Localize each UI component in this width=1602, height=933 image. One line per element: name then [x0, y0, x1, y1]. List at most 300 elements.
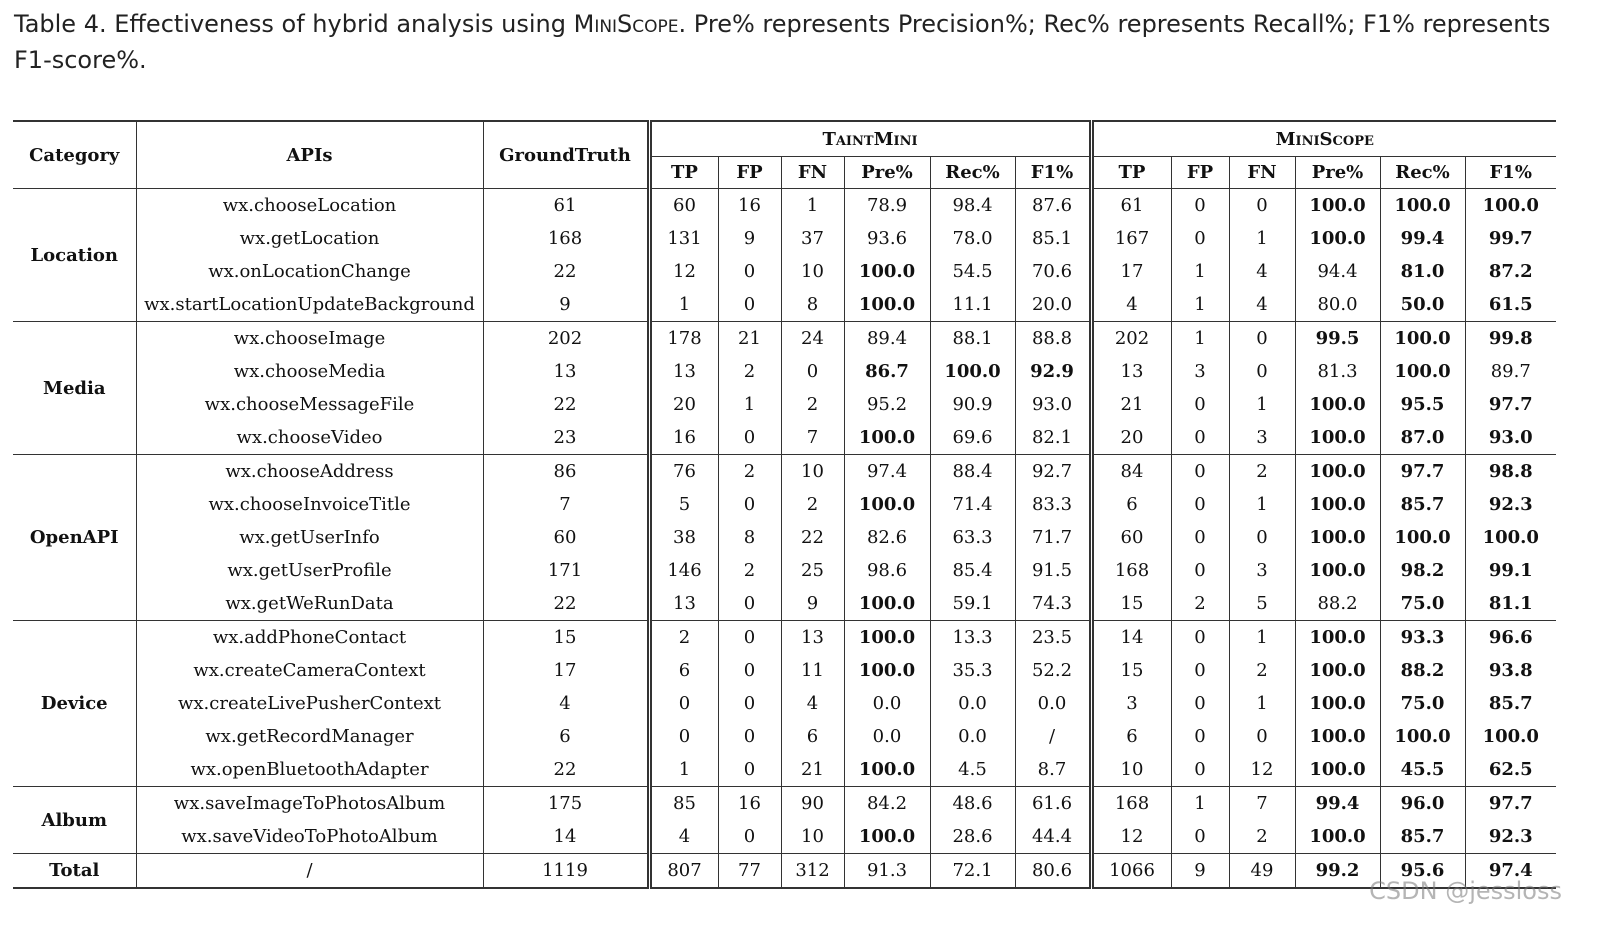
taintmini-value-cell: 2: [718, 355, 781, 388]
miniscope-value-cell: 100.0: [1465, 189, 1556, 223]
api-cell: wx.createLivePusherContext: [136, 687, 483, 720]
taintmini-value-cell: 0: [781, 355, 844, 388]
api-cell: wx.getUserInfo: [136, 521, 483, 554]
taintmini-value-cell: 4: [781, 687, 844, 720]
groundtruth-cell: 202: [483, 322, 649, 356]
miniscope-value-cell: 97.7: [1465, 787, 1556, 821]
api-cell: wx.getLocation: [136, 222, 483, 255]
api-cell: wx.chooseImage: [136, 322, 483, 356]
results-table-wrapper: [13, 120, 1556, 889]
taintmini-value-cell: 10: [781, 455, 844, 489]
miniscope-value-cell: 3: [1171, 355, 1229, 388]
miniscope-value-cell: 85.7: [1380, 820, 1465, 854]
miniscope-value-cell: 3: [1229, 421, 1295, 455]
table-row: [13, 621, 1556, 655]
miniscope-value-cell: 12: [1091, 820, 1171, 854]
miniscope-metric-header: Rec%: [1380, 157, 1465, 189]
miniscope-value-cell: 2: [1229, 654, 1295, 687]
taintmini-value-cell: 48.6: [930, 787, 1015, 821]
miniscope-value-cell: 100.0: [1295, 687, 1380, 720]
taintmini-value-cell: 0.0: [844, 720, 930, 753]
miniscope-value-cell: 168: [1091, 554, 1171, 587]
taintmini-value-cell: 20.0: [1015, 288, 1091, 322]
miniscope-value-cell: 100.0: [1465, 521, 1556, 554]
miniscope-value-cell: 10: [1091, 753, 1171, 787]
miniscope-value-cell: 100.0: [1295, 455, 1380, 489]
category-cell: Location: [13, 189, 136, 322]
miniscope-value-cell: 99.2: [1295, 854, 1380, 889]
miniscope-value-cell: 12: [1229, 753, 1295, 787]
miniscope-metric-header: FP: [1171, 157, 1229, 189]
table-row: [13, 255, 1556, 288]
table-caption: [14, 6, 1574, 78]
taintmini-value-cell: 44.4: [1015, 820, 1091, 854]
taintmini-value-cell: 100.0: [844, 621, 930, 655]
miniscope-value-cell: 0: [1171, 488, 1229, 521]
taintmini-value-cell: 100.0: [844, 288, 930, 322]
miniscope-value-cell: 14: [1091, 621, 1171, 655]
taintmini-value-cell: /: [1015, 720, 1091, 753]
category-cell: Album: [13, 787, 136, 854]
taintmini-value-cell: 9: [718, 222, 781, 255]
miniscope-value-cell: 100.0: [1295, 820, 1380, 854]
taintmini-value-cell: 97.4: [844, 455, 930, 489]
taintmini-value-cell: 21: [718, 322, 781, 356]
taintmini-value-cell: 0: [718, 820, 781, 854]
api-cell: wx.chooseAddress: [136, 455, 483, 489]
miniscope-value-cell: 93.8: [1465, 654, 1556, 687]
groundtruth-cell: 22: [553, 394, 577, 415]
miniscope-value-cell: 81.3: [1295, 355, 1380, 388]
miniscope-value-cell: 6: [1091, 720, 1171, 753]
groundtruth-cell: 61: [483, 189, 649, 223]
header-category: Category: [13, 121, 136, 189]
api-cell: wx.openBluetoothAdapter: [136, 753, 483, 787]
header-taintmini: TaintMini: [649, 121, 1091, 157]
miniscope-value-cell: 0: [1171, 654, 1229, 687]
taintmini-value-cell: 95.2: [844, 388, 930, 421]
miniscope-value-cell: 202: [1091, 322, 1171, 356]
groundtruth-cell: 22: [553, 759, 577, 780]
taintmini-value-cell: 28.6: [930, 820, 1015, 854]
miniscope-value-cell: 1: [1171, 787, 1229, 821]
taintmini-value-cell: 807: [649, 854, 718, 889]
miniscope-value-cell: 4: [1091, 288, 1171, 322]
taintmini-value-cell: 7: [781, 421, 844, 455]
miniscope-value-cell: 100.0: [1295, 388, 1380, 421]
miniscope-value-cell: 0: [1229, 322, 1295, 356]
miniscope-value-cell: 75.0: [1380, 587, 1465, 621]
miniscope-metric-header: F1%: [1465, 157, 1556, 189]
groundtruth-cell: 14: [553, 826, 577, 847]
table-row: [13, 488, 1556, 521]
caption-text-b: . Pre% represents Precision%; Rec% represents Recall%; F1% represents F1-score%.: [14, 10, 1551, 74]
taintmini-value-cell: 89.4: [844, 322, 930, 356]
taintmini-value-cell: 72.1: [930, 854, 1015, 889]
miniscope-value-cell: 167: [1091, 222, 1171, 255]
taintmini-value-cell: 0: [649, 720, 718, 753]
taintmini-value-cell: 12: [649, 255, 718, 288]
results-table: [13, 120, 1556, 889]
miniscope-value-cell: 89.7: [1465, 355, 1556, 388]
miniscope-value-cell: 99.4: [1380, 222, 1465, 255]
taintmini-value-cell: 0: [718, 720, 781, 753]
miniscope-value-cell: 100.0: [1380, 189, 1465, 223]
miniscope-value-cell: 100.0: [1295, 189, 1380, 223]
taintmini-value-cell: 78.9: [844, 189, 930, 223]
taintmini-value-cell: 52.2: [1015, 654, 1091, 687]
taintmini-value-cell: 60: [649, 189, 718, 223]
taintmini-value-cell: 22: [781, 521, 844, 554]
taintmini-value-cell: 0.0: [844, 687, 930, 720]
taintmini-value-cell: 84.2: [844, 787, 930, 821]
taintmini-value-cell: 100.0: [844, 587, 930, 621]
taintmini-value-cell: 85.1: [1015, 222, 1091, 255]
miniscope-value-cell: 2: [1229, 455, 1295, 489]
taintmini-value-cell: 83.3: [1015, 488, 1091, 521]
taintmini-value-cell: 13: [649, 587, 718, 621]
miniscope-value-cell: 1: [1229, 621, 1295, 655]
taintmini-metric-header: Pre%: [844, 157, 930, 189]
miniscope-value-cell: 100.0: [1295, 521, 1380, 554]
caption-label: Table 4.: [14, 10, 107, 38]
taintmini-value-cell: 13: [781, 621, 844, 655]
miniscope-value-cell: 20: [1091, 421, 1171, 455]
api-cell: /: [136, 854, 483, 889]
miniscope-value-cell: 1: [1171, 255, 1229, 288]
miniscope-value-cell: 45.5: [1380, 753, 1465, 787]
miniscope-value-cell: 87.0: [1380, 421, 1465, 455]
miniscope-value-cell: 61.5: [1465, 288, 1556, 322]
groundtruth-cell: 7: [559, 494, 571, 515]
miniscope-value-cell: 99.7: [1465, 222, 1556, 255]
miniscope-value-cell: 3: [1229, 554, 1295, 587]
api-cell: wx.chooseLocation: [136, 189, 483, 223]
taintmini-value-cell: 16: [718, 189, 781, 223]
miniscope-value-cell: 97.7: [1380, 455, 1465, 489]
taintmini-metric-header: FN: [781, 157, 844, 189]
miniscope-value-cell: 17: [1091, 255, 1171, 288]
groundtruth-cell: 4: [559, 693, 571, 714]
miniscope-value-cell: 92.3: [1465, 820, 1556, 854]
table-row: [13, 554, 1556, 587]
table-row: [13, 587, 1556, 621]
table-row: [13, 421, 1556, 455]
miniscope-value-cell: 81.0: [1380, 255, 1465, 288]
groundtruth-cell: 23: [553, 427, 577, 448]
groundtruth-cell: 1119: [483, 854, 649, 889]
miniscope-value-cell: 1066: [1091, 854, 1171, 889]
table-row: [13, 288, 1556, 322]
miniscope-value-cell: 98.2: [1380, 554, 1465, 587]
table-row: [13, 322, 1556, 356]
table-row: [13, 753, 1556, 787]
miniscope-value-cell: 15: [1091, 587, 1171, 621]
taintmini-metric-header: FP: [718, 157, 781, 189]
miniscope-value-cell: 88.2: [1295, 587, 1380, 621]
miniscope-value-cell: 0: [1229, 720, 1295, 753]
api-cell: wx.getUserProfile: [136, 554, 483, 587]
miniscope-value-cell: 75.0: [1380, 687, 1465, 720]
miniscope-value-cell: 97.7: [1465, 388, 1556, 421]
miniscope-value-cell: 99.5: [1295, 322, 1380, 356]
miniscope-value-cell: 4: [1229, 288, 1295, 322]
miniscope-value-cell: 85.7: [1465, 687, 1556, 720]
taintmini-value-cell: 0.0: [930, 687, 1015, 720]
taintmini-value-cell: 0: [718, 587, 781, 621]
miniscope-value-cell: 15: [1091, 654, 1171, 687]
taintmini-value-cell: 1: [781, 189, 844, 223]
taintmini-value-cell: 20: [649, 388, 718, 421]
header-groundtruth: GroundTruth: [483, 121, 649, 189]
taintmini-value-cell: 70.6: [1015, 255, 1091, 288]
groundtruth-cell: 22: [553, 261, 577, 282]
taintmini-value-cell: 88.4: [930, 455, 1015, 489]
taintmini-value-cell: 0: [718, 255, 781, 288]
taintmini-value-cell: 85: [649, 787, 718, 821]
miniscope-value-cell: 0: [1171, 720, 1229, 753]
taintmini-value-cell: 100.0: [844, 753, 930, 787]
table-row: [13, 720, 1556, 753]
taintmini-value-cell: 38: [649, 521, 718, 554]
taintmini-value-cell: 2: [781, 488, 844, 521]
miniscope-value-cell: 0: [1171, 687, 1229, 720]
miniscope-value-cell: 1: [1229, 388, 1295, 421]
taintmini-value-cell: 178: [649, 322, 718, 356]
miniscope-value-cell: 2: [1229, 820, 1295, 854]
table-row: [13, 455, 1556, 489]
taintmini-value-cell: 2: [718, 554, 781, 587]
miniscope-value-cell: 96.0: [1380, 787, 1465, 821]
miniscope-value-cell: 1: [1229, 687, 1295, 720]
taintmini-value-cell: 0: [718, 687, 781, 720]
taintmini-value-cell: 24: [781, 322, 844, 356]
taintmini-value-cell: 77: [718, 854, 781, 889]
groundtruth-cell: 175: [483, 787, 649, 821]
taintmini-value-cell: 100.0: [844, 421, 930, 455]
table-row: [13, 222, 1556, 255]
groundtruth-cell: 22: [553, 593, 577, 614]
taintmini-value-cell: 90.9: [930, 388, 1015, 421]
table-row: [13, 355, 1556, 388]
taintmini-value-cell: 82.6: [844, 521, 930, 554]
miniscope-value-cell: 92.3: [1465, 488, 1556, 521]
taintmini-value-cell: 25: [781, 554, 844, 587]
taintmini-value-cell: 74.3: [1015, 587, 1091, 621]
miniscope-value-cell: 0: [1229, 355, 1295, 388]
miniscope-value-cell: 0: [1171, 222, 1229, 255]
miniscope-value-cell: 0: [1171, 820, 1229, 854]
miniscope-value-cell: 99.4: [1295, 787, 1380, 821]
miniscope-value-cell: 96.6: [1465, 621, 1556, 655]
taintmini-value-cell: 9: [781, 587, 844, 621]
taintmini-value-cell: 312: [781, 854, 844, 889]
miniscope-value-cell: 100.0: [1295, 554, 1380, 587]
groundtruth-cell: 60: [553, 527, 577, 548]
total-row: [13, 854, 1556, 889]
miniscope-value-cell: 1: [1229, 222, 1295, 255]
taintmini-value-cell: 82.1: [1015, 421, 1091, 455]
miniscope-value-cell: 2: [1171, 587, 1229, 621]
taintmini-value-cell: 91.5: [1015, 554, 1091, 587]
miniscope-value-cell: 21: [1091, 388, 1171, 421]
taintmini-value-cell: 146: [649, 554, 718, 587]
api-cell: wx.addPhoneContact: [136, 621, 483, 655]
miniscope-value-cell: 1: [1171, 322, 1229, 356]
miniscope-value-cell: 9: [1171, 854, 1229, 889]
table-row: [13, 189, 1556, 223]
miniscope-value-cell: 4: [1229, 255, 1295, 288]
taintmini-value-cell: 23.5: [1015, 621, 1091, 655]
miniscope-value-cell: 62.5: [1465, 753, 1556, 787]
groundtruth-cell: 9: [559, 294, 571, 315]
miniscope-value-cell: 61: [1091, 189, 1171, 223]
api-cell: wx.chooseMessageFile: [136, 388, 483, 421]
taintmini-value-cell: 1: [649, 288, 718, 322]
taintmini-value-cell: 93.6: [844, 222, 930, 255]
taintmini-value-cell: 63.3: [930, 521, 1015, 554]
miniscope-metric-header: FN: [1229, 157, 1295, 189]
taintmini-value-cell: 54.5: [930, 255, 1015, 288]
taintmini-value-cell: 1: [718, 388, 781, 421]
miniscope-value-cell: 87.2: [1465, 255, 1556, 288]
taintmini-value-cell: 98.4: [930, 189, 1015, 223]
taintmini-value-cell: 86.7: [844, 355, 930, 388]
miniscope-value-cell: 0: [1171, 421, 1229, 455]
header-miniscope: MiniScope: [1091, 121, 1556, 157]
taintmini-value-cell: 91.3: [844, 854, 930, 889]
table-row: [13, 787, 1556, 821]
table-row: [13, 820, 1556, 854]
total-label-cell: Total: [13, 854, 136, 889]
groundtruth-cell: 13: [553, 361, 577, 382]
taintmini-value-cell: 35.3: [930, 654, 1015, 687]
taintmini-value-cell: 0: [718, 654, 781, 687]
miniscope-value-cell: 0: [1171, 521, 1229, 554]
taintmini-value-cell: 8: [781, 288, 844, 322]
miniscope-value-cell: 0: [1171, 753, 1229, 787]
api-cell: wx.createCameraContext: [136, 654, 483, 687]
table-row: [13, 654, 1556, 687]
category-cell: Media: [13, 322, 136, 455]
taintmini-value-cell: 21: [781, 753, 844, 787]
miniscope-value-cell: 7: [1229, 787, 1295, 821]
taintmini-value-cell: 93.0: [1015, 388, 1091, 421]
category-cell: Device: [13, 621, 136, 787]
miniscope-value-cell: 99.1: [1465, 554, 1556, 587]
miniscope-value-cell: 3: [1091, 687, 1171, 720]
miniscope-value-cell: 0: [1229, 521, 1295, 554]
taintmini-value-cell: 87.6: [1015, 189, 1091, 223]
api-cell: wx.startLocationUpdateBackground: [136, 288, 483, 322]
api-cell: wx.chooseVideo: [136, 421, 483, 455]
taintmini-value-cell: 92.9: [1015, 355, 1091, 388]
miniscope-value-cell: 97.4: [1465, 854, 1556, 889]
taintmini-value-cell: 131: [649, 222, 718, 255]
miniscope-value-cell: 95.5: [1380, 388, 1465, 421]
miniscope-value-cell: 100.0: [1465, 720, 1556, 753]
taintmini-value-cell: 13.3: [930, 621, 1015, 655]
taintmini-value-cell: 61.6: [1015, 787, 1091, 821]
miniscope-value-cell: 1: [1229, 488, 1295, 521]
miniscope-value-cell: 0: [1229, 189, 1295, 223]
groundtruth-cell: 17: [553, 660, 577, 681]
taintmini-value-cell: 0.0: [930, 720, 1015, 753]
taintmini-value-cell: 4.5: [930, 753, 1015, 787]
groundtruth-cell: 86: [483, 455, 649, 489]
taintmini-value-cell: 100.0: [844, 654, 930, 687]
miniscope-value-cell: 100.0: [1295, 222, 1380, 255]
taintmini-value-cell: 2: [718, 455, 781, 489]
miniscope-value-cell: 50.0: [1380, 288, 1465, 322]
taintmini-value-cell: 5: [649, 488, 718, 521]
taintmini-value-cell: 0: [718, 421, 781, 455]
taintmini-value-cell: 10: [781, 255, 844, 288]
api-cell: wx.onLocationChange: [136, 255, 483, 288]
taintmini-value-cell: 85.4: [930, 554, 1015, 587]
api-cell: wx.chooseMedia: [136, 355, 483, 388]
miniscope-value-cell: 49: [1229, 854, 1295, 889]
miniscope-value-cell: 100.0: [1380, 322, 1465, 356]
miniscope-value-cell: 100.0: [1295, 621, 1380, 655]
caption-text-a: Effectiveness of hybrid analysis using: [106, 10, 574, 38]
taintmini-value-cell: 90: [781, 787, 844, 821]
api-cell: wx.saveImageToPhotosAlbum: [136, 787, 483, 821]
miniscope-value-cell: 85.7: [1380, 488, 1465, 521]
category-cell: OpenAPI: [13, 455, 136, 621]
miniscope-value-cell: 100.0: [1380, 720, 1465, 753]
api-cell: wx.getRecordManager: [136, 720, 483, 753]
groundtruth-cell: 15: [483, 621, 649, 655]
taintmini-value-cell: 88.1: [930, 322, 1015, 356]
taintmini-value-cell: 71.7: [1015, 521, 1091, 554]
taintmini-metric-header: Rec%: [930, 157, 1015, 189]
miniscope-value-cell: 81.1: [1465, 587, 1556, 621]
taintmini-value-cell: 88.8: [1015, 322, 1091, 356]
miniscope-value-cell: 168: [1091, 787, 1171, 821]
taintmini-value-cell: 10: [781, 820, 844, 854]
api-cell: wx.getWeRunData: [136, 587, 483, 621]
taintmini-value-cell: 100.0: [844, 255, 930, 288]
taintmini-value-cell: 0: [718, 488, 781, 521]
miniscope-metric-header: TP: [1091, 157, 1171, 189]
taintmini-value-cell: 2: [781, 388, 844, 421]
table-row: [13, 687, 1556, 720]
taintmini-value-cell: 16: [718, 787, 781, 821]
table-row: [13, 521, 1556, 554]
miniscope-value-cell: 1: [1171, 288, 1229, 322]
groundtruth-cell: 168: [547, 228, 583, 249]
miniscope-value-cell: 99.8: [1465, 322, 1556, 356]
table-row: [13, 388, 1556, 421]
miniscope-value-cell: 80.0: [1295, 288, 1380, 322]
taintmini-value-cell: 59.1: [930, 587, 1015, 621]
miniscope-value-cell: 0: [1171, 189, 1229, 223]
taintmini-value-cell: 0: [649, 687, 718, 720]
taintmini-value-cell: 16: [649, 421, 718, 455]
taintmini-value-cell: 2: [649, 621, 718, 655]
taintmini-value-cell: 80.6: [1015, 854, 1091, 889]
taintmini-value-cell: 0.0: [1015, 687, 1091, 720]
taintmini-value-cell: 69.6: [930, 421, 1015, 455]
groundtruth-cell: 171: [547, 560, 583, 581]
miniscope-value-cell: 0: [1171, 388, 1229, 421]
miniscope-value-cell: 100.0: [1295, 488, 1380, 521]
miniscope-value-cell: 13: [1091, 355, 1171, 388]
taintmini-value-cell: 8: [718, 521, 781, 554]
taintmini-value-cell: 11: [781, 654, 844, 687]
taintmini-value-cell: 0: [718, 753, 781, 787]
